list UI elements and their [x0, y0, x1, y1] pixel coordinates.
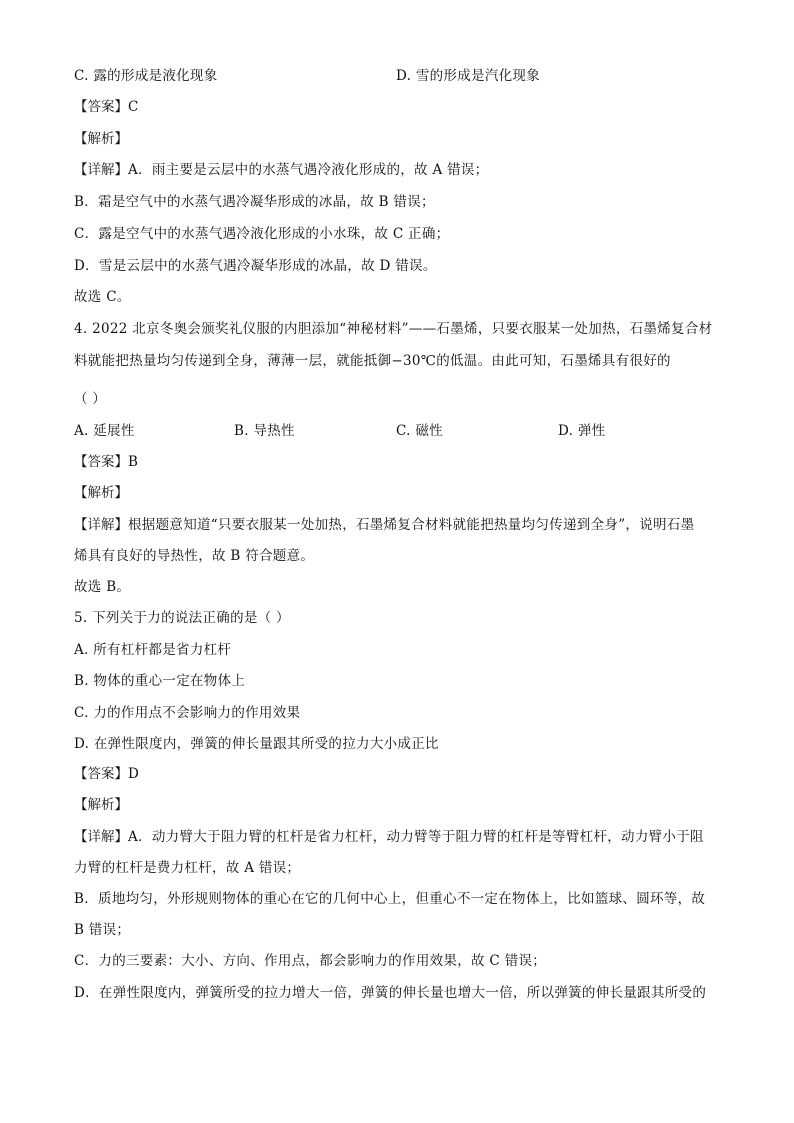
- q5-detail-line: 力臂的杠杆是费力杠杆，故 A 错误；: [74, 860, 301, 876]
- q5-analysis-label: 【解析】: [74, 797, 128, 813]
- q3-detail-line: D．雪是云层中的水蒸气遇冷凝华形成的冰晶，故 D 错误。: [74, 258, 437, 274]
- q3-detail-line: B．霜是空气中的水蒸气遇冷凝华形成的冰晶，故 B 错误；: [74, 194, 435, 210]
- q4-detail-line: 烯具有良好的导热性，故 B 符合题意。: [74, 548, 315, 564]
- q5-stem: 5. 下列关于力的说法正确的是（ ）: [74, 610, 290, 626]
- answer-value: C: [128, 99, 139, 115]
- q5-detail-line: 【详解】A．动力臂大于阻力臂的杠杆是省力杠杆，动力臂等于阻力臂的杠杆是等臂杠杆，动力臂小于阻: [74, 829, 704, 845]
- q4-stem-paren: （ ）: [74, 391, 107, 407]
- q5-detail-line: B．质地均匀，外形规则物体的重心在它的几何中心上，但重心不一定在物体上，比如篮球、圆环等，故: [74, 891, 706, 907]
- answer-tag: 【答案】: [74, 99, 128, 115]
- q3-option-d: D. 雪的形成是汽化现象: [396, 68, 541, 84]
- q3-detail-line: C．露是空气中的水蒸气遇冷液化形成的小水珠，故 C 正确；: [74, 226, 450, 242]
- q5-option-c: C. 力的作用点不会影响力的作用效果: [74, 705, 301, 721]
- q5-detail-line: D．在弹性限度内，弹簧所受的拉力增大一倍，弹簧的伸长量也增大一倍，所以弹簧的伸长量跟其所受的: [74, 985, 707, 1001]
- q4-conclusion: 故选 B。: [74, 579, 131, 595]
- q4-stem-line: 4. 2022 北京冬奥会颁奖礼仪服的内胆添加“神秘材料”——石墨烯，只要衣服某一处加热，石墨烯复合材: [74, 321, 713, 337]
- q3-option-c: C. 露的形成是液化现象: [74, 68, 218, 84]
- q5-option-d: D. 在弹性限度内，弹簧的伸长量跟其所受的拉力大小成正比: [74, 736, 439, 752]
- q4-option-d: D. 弹性: [558, 423, 606, 439]
- q4-option-c: C. 磁性: [396, 423, 443, 439]
- q5-detail-line: B 错误；: [74, 922, 131, 938]
- q3-answer: [74, 97, 724, 117]
- q5-option-b: B. 物体的重心一定在物体上: [74, 673, 246, 689]
- q5-detail-line: C．力的三要素：大小、方向、作用点，都会影响力的作用效果，故 C 错误；: [74, 953, 547, 969]
- q5-answer: 【答案】D: [74, 766, 140, 782]
- q4-stem-line: 料就能把热量均匀传递到全身，薄薄一层，就能抵御−30℃的低温。由此可知，石墨烯具有很好的: [74, 353, 671, 369]
- q4-answer: 【答案】B: [74, 454, 139, 470]
- q4-option-a: A. 延展性: [74, 423, 135, 439]
- q3-analysis-label: 【解析】: [74, 131, 128, 147]
- q3-detail-line: 【详解】A．雨主要是云层中的水蒸气遇冷液化形成的，故 A 错误；: [74, 162, 489, 178]
- q3-conclusion: 故选 C。: [74, 289, 131, 305]
- q4-detail-line: 【详解】根据题意知道“只要衣服某一处加热，石墨烯复合材料就能把热量均匀传递到全身”，说明石墨: [74, 517, 695, 533]
- q4-option-b: B. 导热性: [234, 423, 295, 439]
- q4-analysis-label: 【解析】: [74, 485, 128, 501]
- q5-option-a: A. 所有杠杆都是省力杠杆: [74, 642, 232, 658]
- q3-options-row: [74, 66, 724, 86]
